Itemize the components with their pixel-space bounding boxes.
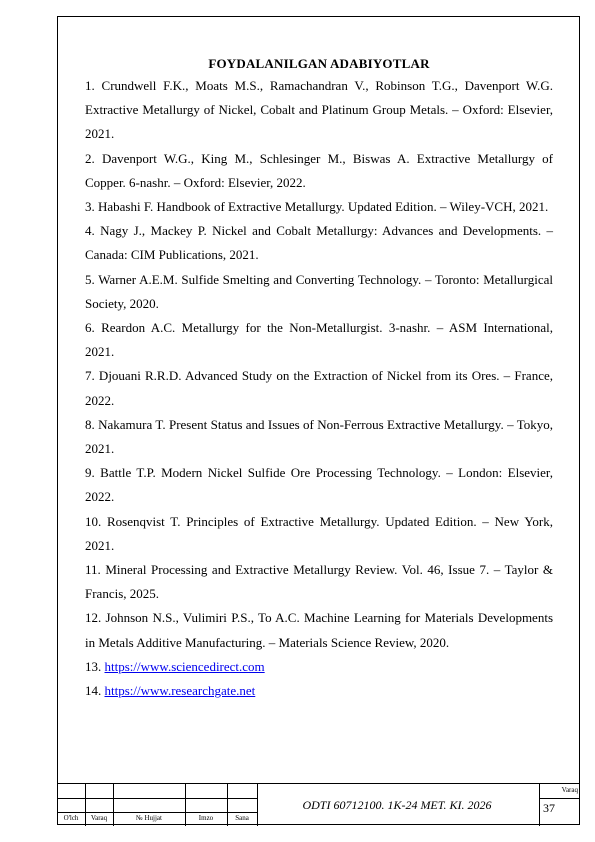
- reference-item: 7. Djouani R.R.D. Advanced Study on the Extraction of Nickel from its Ores. – France, 2022.: [85, 368, 553, 408]
- reference-list: [85, 74, 553, 703]
- stamp-label-olch: O'lch: [63, 814, 79, 822]
- reference-link-item: [85, 655, 553, 679]
- reference-item: 2. Davenport W.G., King M., Schlesinger M., Biswas A. Extractive Metallurgy of Copper. 6-nashr. – Oxford: Elsevier, 2022.: [85, 150, 553, 190]
- stamp-row-line: [57, 812, 257, 813]
- reference-item: 3. Habashi F. Handbook of Extractive Metallurgy. Updated Edition. – Wiley-VCH, 2021.: [85, 199, 549, 215]
- reference-number: 13.: [85, 658, 105, 674]
- reference-item: 4. Nagy J., Mackey P. Nickel and Cobalt Metallurgy: Advances and Developments. – Canada: CIM Publications, 2021.: [85, 223, 553, 263]
- reference-item: 10. Rosenqvist T. Principles of Extractive Metallurgy. Updated Edition. – New York, 2021.: [85, 513, 553, 553]
- reference-item: 8. Nakamura T. Present Status and Issues of Non-Ferrous Extractive Metallurgy. – Tokyo, 2021.: [85, 416, 553, 457]
- stamp-label-varaq: Varaq: [90, 814, 108, 822]
- reference-item: 6. Reardon A.C. Metallurgy for the Non-Metallurgist. 3-nashr. – ASM International, 2021.: [85, 320, 553, 360]
- reference-item: 1. Crundwell F.K., Moats M.S., Ramachandran V., Robinson T.G., Davenport W.G. Extractive Metallurgy of Nickel, Cobalt and Platinum Group Metals. – Oxford: Elsevier, 2021.: [85, 78, 553, 142]
- stamp-label-imzo: Imzo: [198, 814, 214, 822]
- reference-item: 9. Battle T.P. Modern Nickel Sulfide Ore Processing Technology. – London: Elsevier, 2022.: [85, 465, 553, 505]
- page-title: FOYDALANILGAN ADABIYOTLAR: [208, 56, 430, 71]
- reference-link-item: [85, 679, 553, 703]
- stamp-label-sana: Sana: [235, 814, 249, 822]
- reference-item: 11. Mineral Processing and Extractive Metallurgy Review. Vol. 46, Issue 7. – Taylor & Francis, 2025.: [85, 562, 553, 602]
- page-number: 37: [543, 801, 555, 815]
- stamp-row-line: [57, 798, 257, 799]
- stamp-row-line: [539, 798, 580, 799]
- sheet-label: Varaq: [561, 786, 578, 794]
- reference-number: 14.: [85, 683, 105, 699]
- researchgate-link[interactable]: https://www.researchgate.net: [104, 683, 256, 699]
- title-block: [57, 783, 580, 826]
- sciencedirect-link[interactable]: https://www.sciencedirect.com: [104, 658, 265, 674]
- reference-item: 12. Johnson N.S., Vulimiri P.S., To A.C. Machine Learning for Materials Developments in Metals Additive Manufacturing. – Materials Science Review, 2020.: [85, 610, 553, 650]
- reference-item: 5. Warner A.E.M. Sulfide Smelting and Converting Technology. – Toronto: Metallurgical Society, 2020.: [85, 271, 553, 311]
- document-id: ODTI 60712100. 1K-24 MET. KI. 2026: [302, 798, 492, 812]
- stamp-label-hujjat: № Hujjat: [136, 814, 162, 822]
